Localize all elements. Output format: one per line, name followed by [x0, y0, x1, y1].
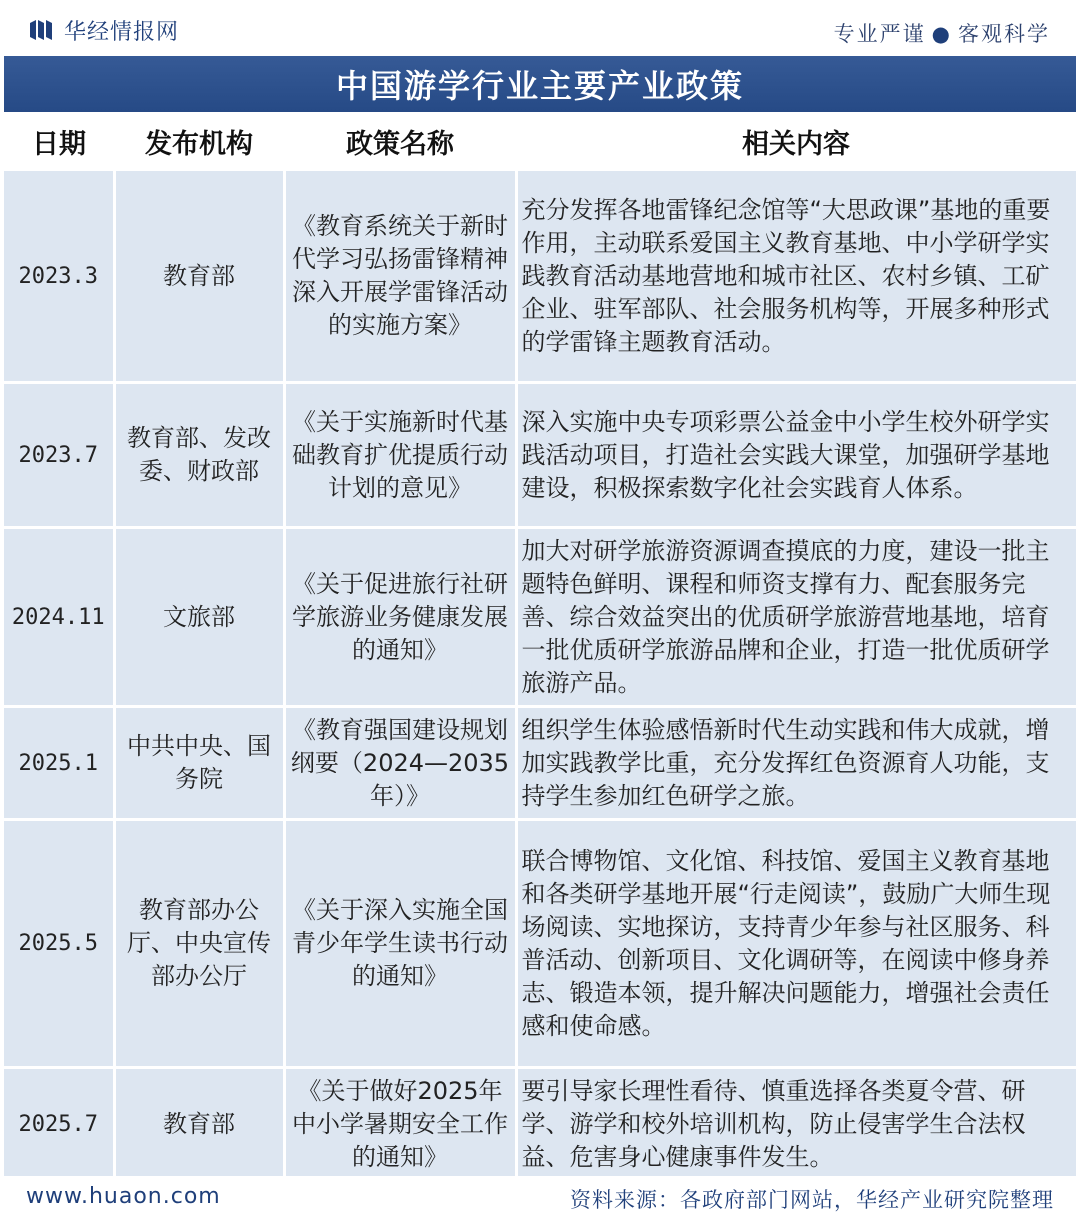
cell-policy-name: 《关于实施新时代基础教育扩优提质行动计划的意见》 — [284, 383, 516, 528]
slogan-left: 专业严谨 — [833, 22, 926, 46]
cell-content: 联合博物馆、文化馆、科技馆、爱国主义教育基地和各类研学基地开展“行走阅读”，鼓励广大师生现场阅读、实地探访，支持青少年参与社区服务、科普活动、创新项目、文化调研等，在阅读中修身养志、锻造本领，提升解决问题能力，增强社会责任感和使命感。 — [516, 820, 1076, 1068]
cell-org: 教育部办公厅、中央宣传部办公厅 — [114, 820, 284, 1068]
table-row — [4, 528, 1076, 707]
table-row — [4, 383, 1076, 528]
cell-date: 2023.7 — [4, 383, 114, 528]
table-row — [4, 820, 1076, 1068]
header-content: 相关内容 — [516, 114, 1076, 170]
header-name: 政策名称 — [284, 114, 516, 170]
footer-source: 资料来源：各政府部门网站，华经产业研究院整理 — [570, 1188, 1054, 1212]
cell-content: 充分发挥各地雷锋纪念馆等“大思政课”基地的重要作用，主动联系爱国主义教育基地、中小学研学实践教育活动基地营地和城市社区、农村乡镇、工矿企业、驻军部队、社会服务机构等，开展多种形式的学雷锋主题教育活动。 — [516, 170, 1076, 383]
table-row — [4, 1068, 1076, 1180]
policy-table — [4, 114, 1076, 1179]
header-date: 日期 — [4, 114, 114, 170]
cell-policy-name: 《关于促进旅行社研学旅游业务健康发展的通知》 — [284, 528, 516, 707]
table-row — [4, 707, 1076, 820]
logo-icon — [28, 17, 54, 43]
cell-date: 2025.7 — [4, 1068, 114, 1180]
cell-org: 中共中央、国务院 — [114, 707, 284, 820]
cell-policy-name: 《关于深入实施全国青少年学生读书行动的通知》 — [284, 820, 516, 1068]
cell-date: 2024.11 — [4, 528, 114, 707]
table-header-row — [4, 114, 1076, 170]
logo-text: 华经情报网 — [64, 19, 180, 45]
cell-content: 组织学生体验感悟新时代生动实践和伟大成就，增加实践教学比重，充分发挥红色资源育人功能，支持学生参加红色研学之旅。 — [516, 707, 1076, 820]
cell-date: 2023.3 — [4, 170, 114, 383]
logo — [28, 16, 179, 44]
cell-policy-name: 《教育系统关于新时代学习弘扬雷锋精神 深入开展学雷锋活动的实施方案》 — [284, 170, 516, 383]
cell-org: 教育部 — [114, 170, 284, 383]
cell-org: 文旅部 — [114, 528, 284, 707]
cell-date: 2025.5 — [4, 820, 114, 1068]
page-title: 中国游学行业主要产业政策 — [4, 56, 1076, 112]
slogan-dot: ● — [931, 22, 952, 46]
top-bar — [0, 0, 1080, 56]
cell-content: 深入实施中央专项彩票公益金中小学生校外研学实践活动项目，打造社会实践大课堂，加强研学基地建设，积极探索数字化社会实践育人体系。 — [516, 383, 1076, 528]
table-row — [4, 170, 1076, 383]
cell-policy-name: 《教育强国建设规划纲要（2024—2035年）》 — [284, 707, 516, 820]
cell-org: 教育部 — [114, 1068, 284, 1180]
cell-policy-name: 《关于做好2025年中小学暑期安全工作的通知》 — [284, 1068, 516, 1180]
header-org: 发布机构 — [114, 114, 284, 170]
slogan — [834, 18, 1050, 48]
slogan-right: 客观科学 — [958, 22, 1050, 46]
cell-org: 教育部、发改委、财政部 — [114, 383, 284, 528]
footer — [0, 1176, 1080, 1227]
cell-content: 要引导家长理性看待、慎重选择各类夏令营、研学、游学和校外培训机构，防止侵害学生合法权益、危害身心健康事件发生。 — [516, 1068, 1076, 1180]
footer-url[interactable]: www.huaon.com — [26, 1184, 221, 1209]
cell-date: 2025.1 — [4, 707, 114, 820]
cell-content: 加大对研学旅游资源调查摸底的力度，建设一批主题特色鲜明、课程和师资支撑有力、配套服务完善、综合效益突出的优质研学旅游营地基地，培育一批优质研学旅游品牌和企业，打造一批优质研学旅游产品。 — [516, 528, 1076, 707]
